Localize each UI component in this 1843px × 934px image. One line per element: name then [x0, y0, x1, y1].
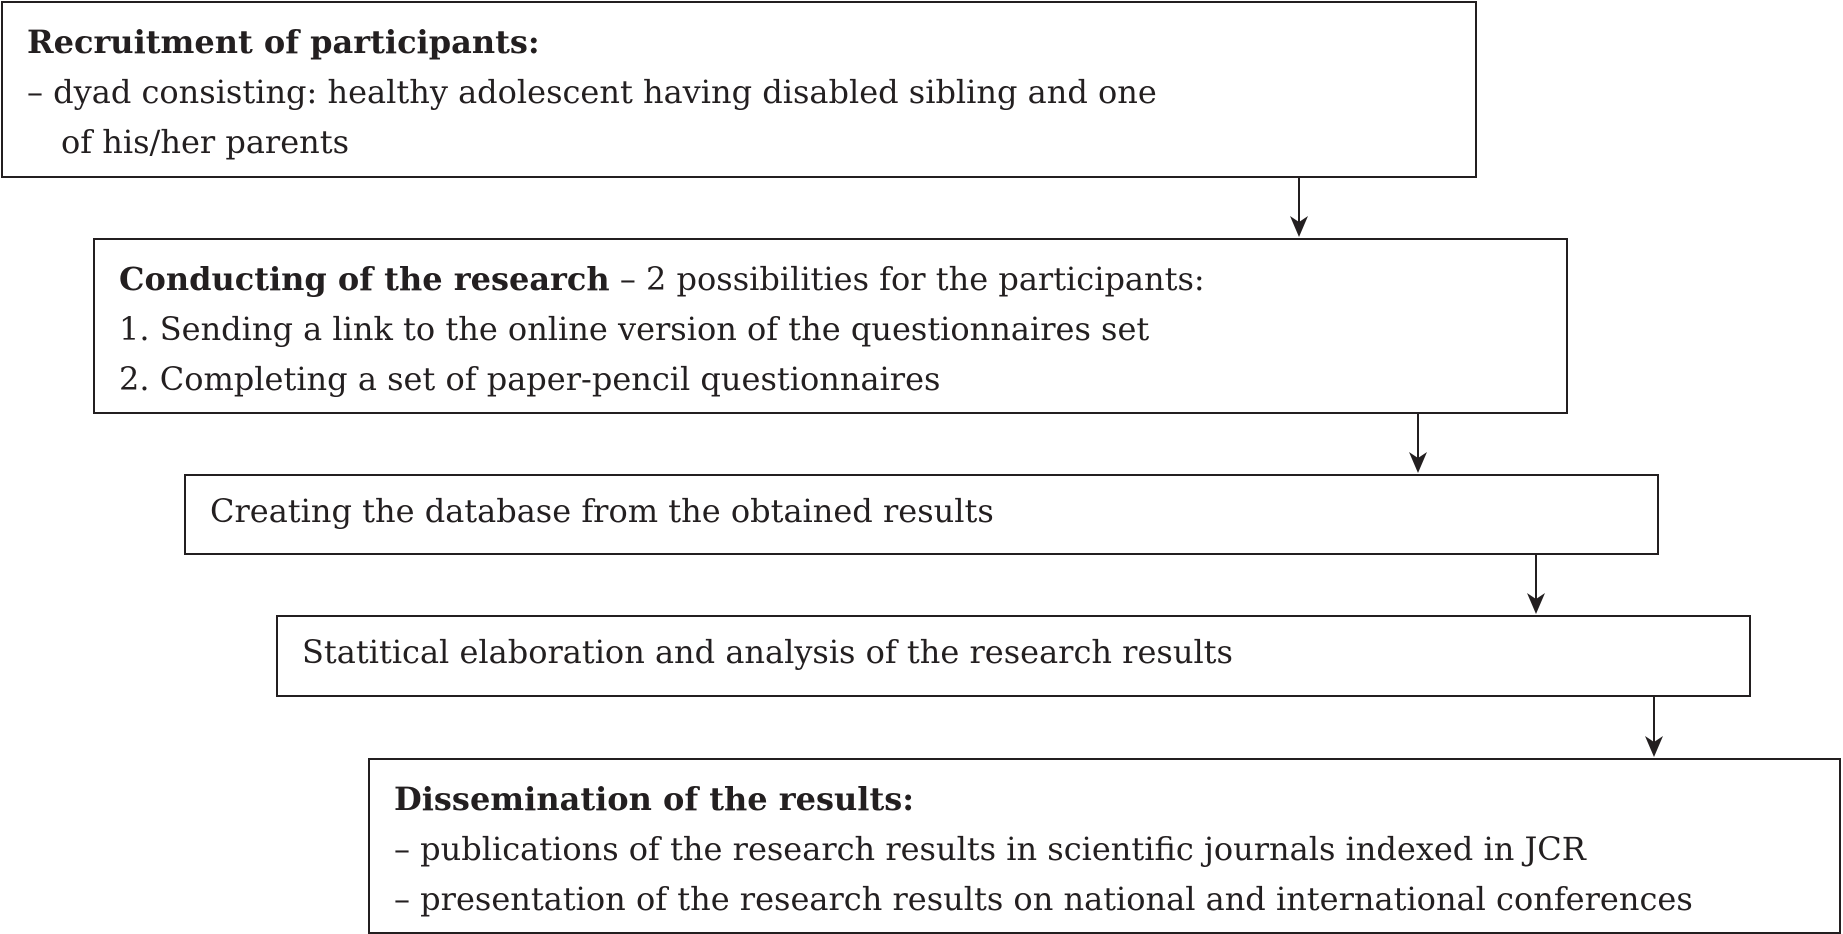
- step-detail-line: – publications of the research results in scientific journals indexed in JCR: [394, 830, 1586, 868]
- step-heading: Conducting of the research: [119, 260, 610, 298]
- step-detail-line: – dyad consisting: healthy adolescent having disabled sibling and one: [27, 73, 1157, 111]
- step-detail-line: 2. Completing a set of paper-pencil questionnaires: [119, 360, 941, 398]
- step-heading: Recruitment of participants:: [27, 23, 540, 61]
- step-detail-line: of his/her parents: [61, 123, 350, 161]
- arrow-4-to-5: [1645, 697, 1663, 757]
- step-heading-line: [394, 774, 1815, 824]
- step-box-database: [184, 474, 1659, 555]
- step-detail-line: 1. Sending a link to the online version of the questionnaires set: [119, 310, 1150, 348]
- step-box-statistical-analysis: [276, 615, 1751, 697]
- arrow-1-to-2: [1290, 178, 1308, 237]
- step-detail-line: – presentation of the research results on national and international conferences: [394, 880, 1693, 918]
- step-heading-suffix: – 2 possibilities for the participants:: [609, 260, 1205, 298]
- step-detail-line: Creating the database from the obtained results: [210, 492, 994, 530]
- arrow-2-to-3: [1409, 414, 1427, 473]
- step-box-dissemination: [368, 758, 1841, 934]
- step-heading: Dissemination of the results:: [394, 780, 915, 818]
- step-heading-line: [119, 254, 1542, 304]
- arrow-3-to-4: [1527, 555, 1545, 614]
- step-heading-line: [27, 17, 1451, 67]
- step-box-conducting-research: [93, 238, 1568, 414]
- step-box-recruitment: [1, 1, 1477, 178]
- step-detail-line: Statitical elaboration and analysis of the research results: [302, 633, 1233, 671]
